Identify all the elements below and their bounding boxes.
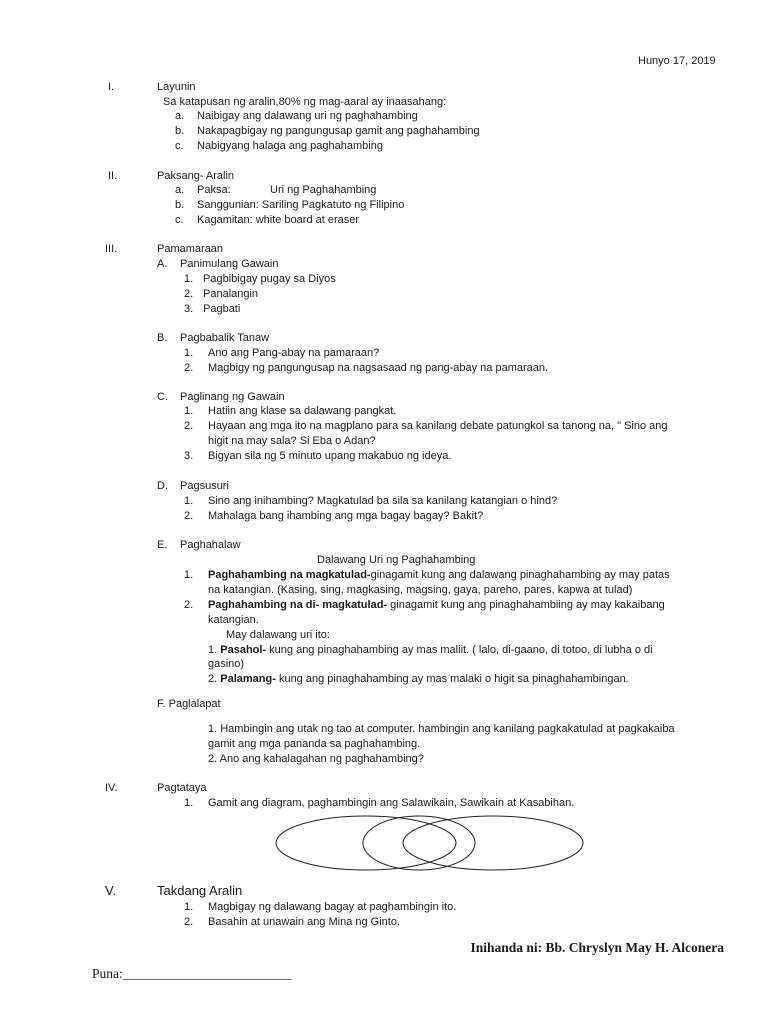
paglalapat-line: gamit ang mga pananda sa paghahambing. [208, 738, 421, 750]
list-marker: 2. [184, 420, 194, 432]
list-marker: 2. [184, 916, 194, 928]
list-marker: 1. [184, 495, 194, 507]
section-numeral-iii: III. [105, 243, 118, 255]
list-marker: a. [175, 110, 185, 122]
list-marker: b. [175, 125, 185, 137]
list-item: Kagamitan: white board at eraser [197, 214, 360, 226]
term: Palamang- [220, 673, 276, 685]
sublist-marker: 2. [208, 673, 218, 685]
list-item: Basahin at unawain ang Mina ng Ginto. [208, 916, 401, 928]
list-item: Magbigay ng dalawang bagay at paghambingin ito. [208, 901, 457, 913]
venn-circle-right [403, 816, 583, 870]
note-text: May dalawang uri ito: [226, 629, 330, 641]
subsection-marker: D. [157, 480, 168, 492]
list-marker: c. [175, 140, 184, 152]
list-item: Pagbati [203, 303, 241, 315]
term: Paghahambing na magkatulad- [208, 569, 371, 581]
layunin-intro: Sa katapusan ng aralin,80% ng mag-aaral ay inaasahang: [163, 96, 447, 108]
list-marker: 3. [184, 303, 194, 315]
list-marker: 2. [184, 510, 194, 522]
term: Paghahambing na di- magkatulad- [208, 599, 388, 611]
definition: kung ang pinaghahambing ay mas maliit. ( lalo, di-gaano, di totoo, di lubha o di [266, 644, 653, 656]
subsection-marker: B. [157, 332, 168, 344]
paksa-label: Paksa: [197, 184, 231, 196]
list-item: Panalangin [203, 288, 259, 300]
list-item [208, 568, 670, 583]
list-item: Gamit ang diagram, paghambingin ang Salawikain, Sawikain at Kasabihan. [208, 797, 575, 809]
list-item: Naibigay ang dalawang uri ng paghahambing [197, 110, 418, 122]
definition: ginagamit kung ang dalawang pinaghahambing ay may patas [370, 569, 670, 581]
section-numeral-iv: IV. [105, 782, 118, 794]
section-numeral-ii: II. [108, 170, 118, 182]
list-item: Pagbibigay pugay sa Diyos [203, 273, 336, 285]
subsection-title: Paglinang ng Gawain [180, 391, 285, 403]
subsection-title: Panimulang Gawain [180, 258, 279, 270]
list-marker: 1. [184, 901, 194, 913]
sublist-item [208, 643, 653, 658]
document-date: Hunyo 17, 2019 [638, 55, 716, 67]
prepared-by: Inihanda ni: Bb. Chryslyn May H. Alconera [470, 940, 724, 955]
subsection-marker: E. [157, 539, 168, 551]
list-item: Hayaan ang mga ito na magplano para sa kanilang debate patungkol sa tanong na, " Sino ang [208, 420, 668, 432]
paglalapat-line: 1. Hambingin ang utak ng tao at computer. hambingin ang kanilang pagkakatulad at pagkakaiba [208, 723, 675, 735]
list-marker: 3. [184, 450, 194, 462]
section-title-pagtataya: Pagtataya [157, 782, 207, 794]
list-marker: 1. [184, 273, 194, 285]
list-marker: a. [175, 184, 185, 196]
subsection-marker: C. [157, 391, 168, 403]
list-item: Nabigyang halaga ang paghahambing [197, 140, 383, 152]
list-item: Sanggunian: Sariling Pagkatuto ng Filipino [197, 199, 405, 211]
venn-diagram [274, 814, 586, 872]
definition: kung ang pinaghahambing ay mas malaki o higit sa pinaghahambingan. [275, 673, 629, 685]
section-numeral-i: I. [108, 81, 115, 93]
centered-subtitle: Dalawang Uri ng Paghahambing [317, 554, 476, 566]
section-title-takdang-aralin: Takdang Aralin [157, 883, 243, 898]
list-item-continuation: katangian. [208, 614, 259, 626]
subsection-marker: A. [157, 258, 168, 270]
list-item: Sino ang inihambing? Magkatulad ba sila sa kanilang katangian o hind? [208, 495, 558, 507]
paglalapat-line: 2. Ano ang kahalagahan ng paghahambing? [208, 753, 424, 765]
subsection-title: Paghahalaw [180, 539, 241, 551]
list-item: Bigyan sila ng 5 minuto upang makabuo ng ideya. [208, 450, 452, 462]
list-item: Ano ang Pang-abay na pamaraan? [208, 347, 380, 359]
paksa-value: Uri ng Paghahambing [270, 184, 377, 196]
list-item-continuation: na katangian. (Kasing, sing, magkasing, magsing, gaya, pareho, pares, kapwa at tulad) [208, 584, 633, 596]
section-title-pamamaraan: Pamamaraan [157, 243, 224, 255]
list-marker: 1. [184, 797, 194, 809]
sublist-continuation: gasino) [208, 658, 245, 670]
list-item-continuation: higit na may sala? Si Eba o Adan? [208, 435, 376, 447]
list-marker: 1. [184, 405, 194, 417]
sublist-item [208, 672, 629, 687]
subsection-title: F. Paglalapat [157, 698, 221, 710]
term: Pasahol- [220, 644, 267, 656]
list-marker: 1. [184, 347, 194, 359]
section-title-paksang-aralin: Paksang- Aralin [157, 170, 235, 182]
section-numeral-v: V. [105, 883, 117, 898]
list-item: Magbigy ng pangungusap na nagsasaad ng pang-abay na pamaraan. [208, 362, 549, 374]
list-marker: c. [175, 214, 184, 226]
list-marker: 2. [184, 288, 194, 300]
subsection-title: Pagsusuri [180, 480, 229, 492]
sublist-marker: 1. [208, 644, 218, 656]
venn-circle-middle [363, 816, 475, 870]
list-item [208, 598, 665, 613]
list-item: Nakapagbigay ng pangungusap gamit ang paghahambing [197, 125, 480, 137]
puna-remarks: Puna:_________________________ [92, 966, 292, 981]
definition: ginagamit kung ang pinaghahambiing ay may kakaibang [387, 599, 665, 611]
subsection-title: Pagbabalik Tanaw [180, 332, 270, 344]
list-item: Mahalaga bang ihambing ang mga bagay bagay? Bakit? [208, 510, 484, 522]
list-marker: 2. [184, 599, 194, 611]
list-item: Hatiin ang klase sa dalawang pangkat. [208, 405, 397, 417]
section-title-layunin: Layunin [157, 81, 196, 93]
list-marker: 2. [184, 362, 194, 374]
list-marker: b. [175, 199, 185, 211]
list-marker: 1. [184, 569, 194, 581]
